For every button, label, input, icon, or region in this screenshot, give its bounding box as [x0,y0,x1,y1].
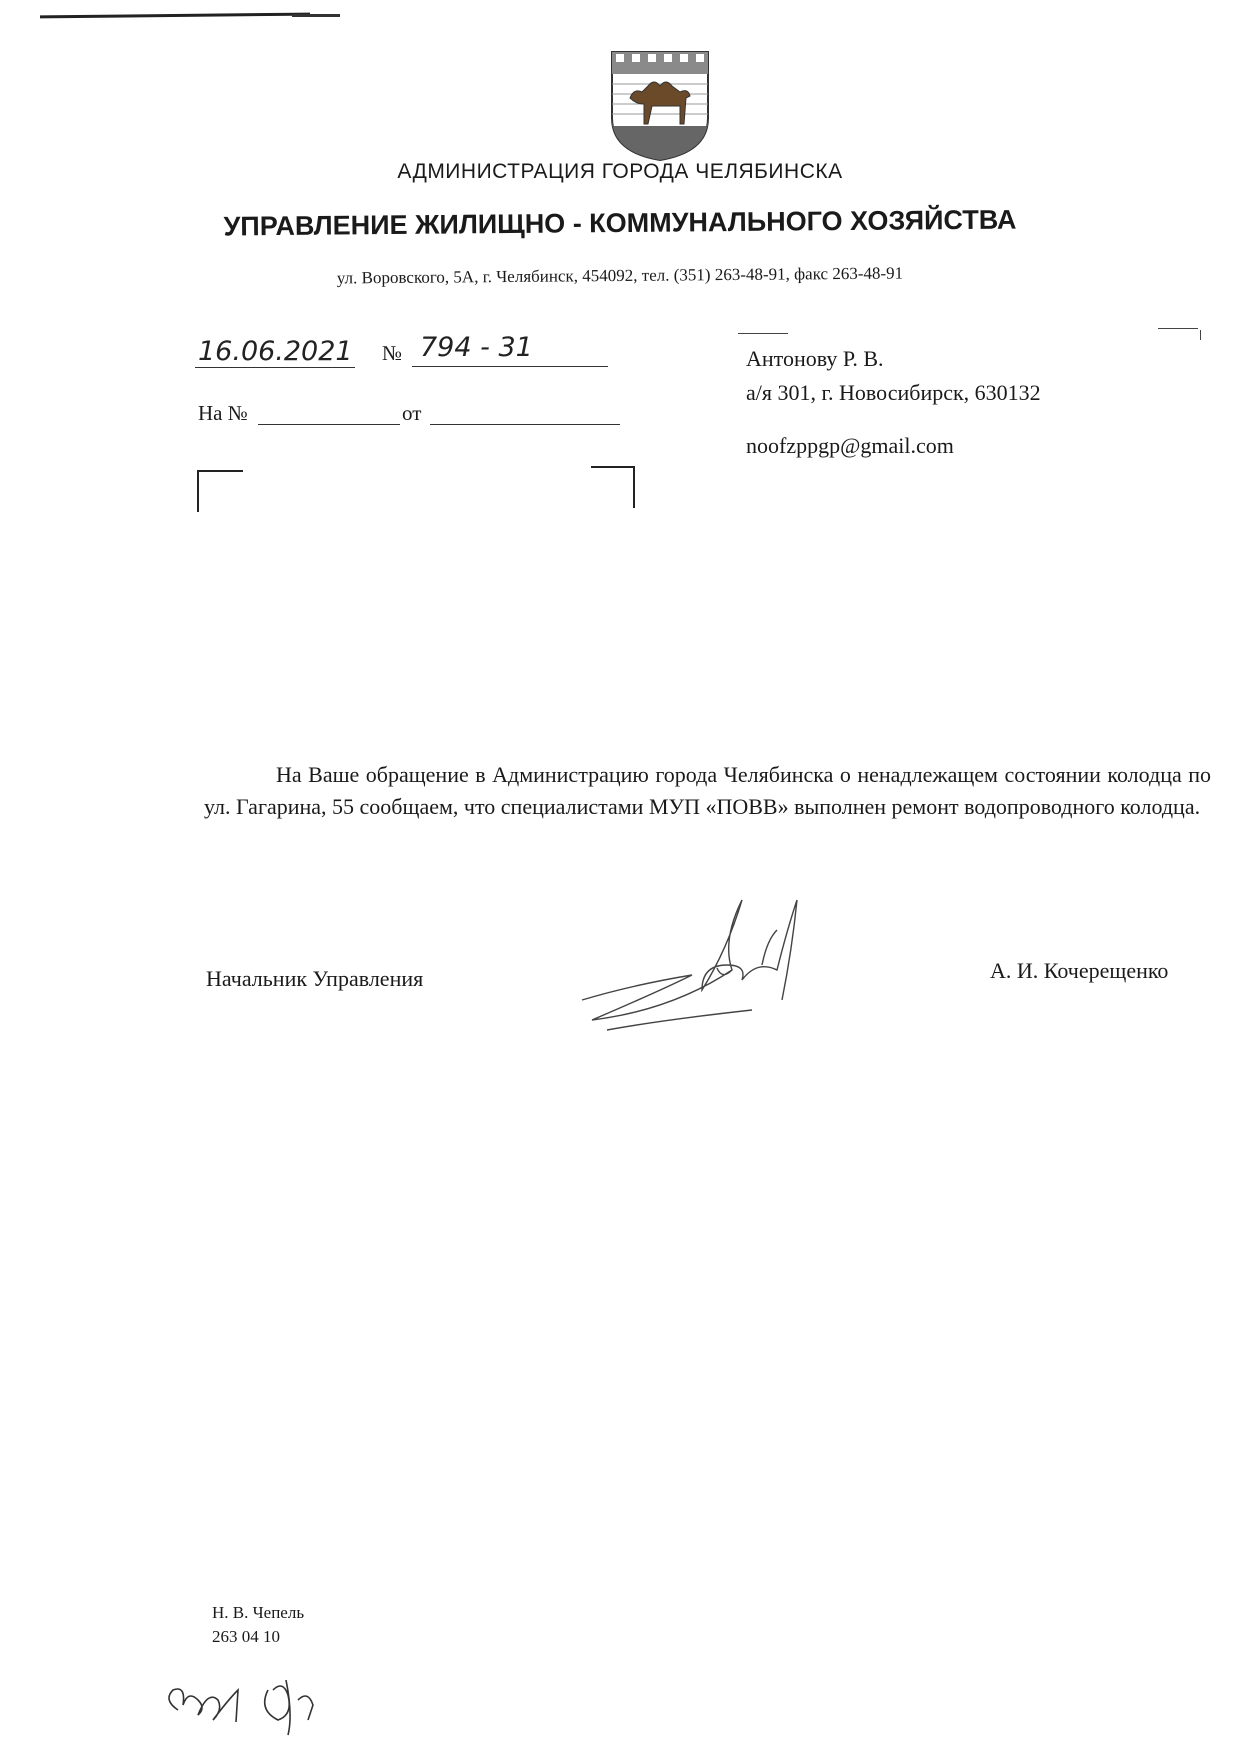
signatory-role: Начальник Управления [206,966,424,991]
signatory-name: А. И. Кочерещенко [990,958,1169,983]
recipient-corner-mark [1158,328,1198,329]
recipient-email: noofzppgp@gmail.com [746,433,954,458]
executor-block [212,1601,304,1649]
registration-date: 16.06.2021 [198,336,353,367]
registration-number-underline [412,366,608,367]
reply-reference-label: На № [198,401,248,425]
address-window-corner [197,470,243,512]
registration-number-label: № [382,341,403,365]
chelyabinsk-coat-of-arms-icon [608,48,712,162]
reply-reference-blank [258,424,400,425]
administration-title: АДМИНИСТРАЦИЯ ГОРОДА ЧЕЛЯБИНСКА [397,160,843,183]
reply-from-blank [430,424,620,425]
executor-phone: 263 04 10 [212,1627,280,1646]
recipient-corner-mark [1200,330,1201,340]
scan-artifact-line [292,14,340,17]
recipient-address: а/я 301, г. Новосибирск, 630132 [746,380,1041,405]
recipient-block [746,342,1041,410]
letter-body: На Ваше обращение в Администрацию города Челябинска о ненадлежащем состоянии колодца по ул. Гагарина, 55 сообщаем, что специалистами МУП «ПОВВ» выполнен ремонт водопроводного колодца. [204,762,1211,819]
department-title: УПРАВЛЕНИЕ ЖИЛИЩНО - КОММУНАЛЬНОГО ХОЗЯЙСТВА [223,204,1017,242]
registration-number: 794 - 31 [420,332,533,363]
reply-from-label: от [402,401,422,425]
registration-date-underline [195,367,355,368]
scan-artifact-line [40,13,310,19]
recipient-name: Антонову Р. В. [746,346,884,371]
recipient-corner-mark [738,333,788,334]
handwritten-signature-icon [552,870,852,1050]
handwritten-initials-icon [158,1660,358,1740]
address-window-corner [591,466,635,508]
executor-name: Н. В. Чепель [212,1603,305,1622]
department-address: ул. Воровского, 5А, г. Челябинск, 454092, тел. (351) 263-48-91, факс 263-48-91 [336,263,904,288]
